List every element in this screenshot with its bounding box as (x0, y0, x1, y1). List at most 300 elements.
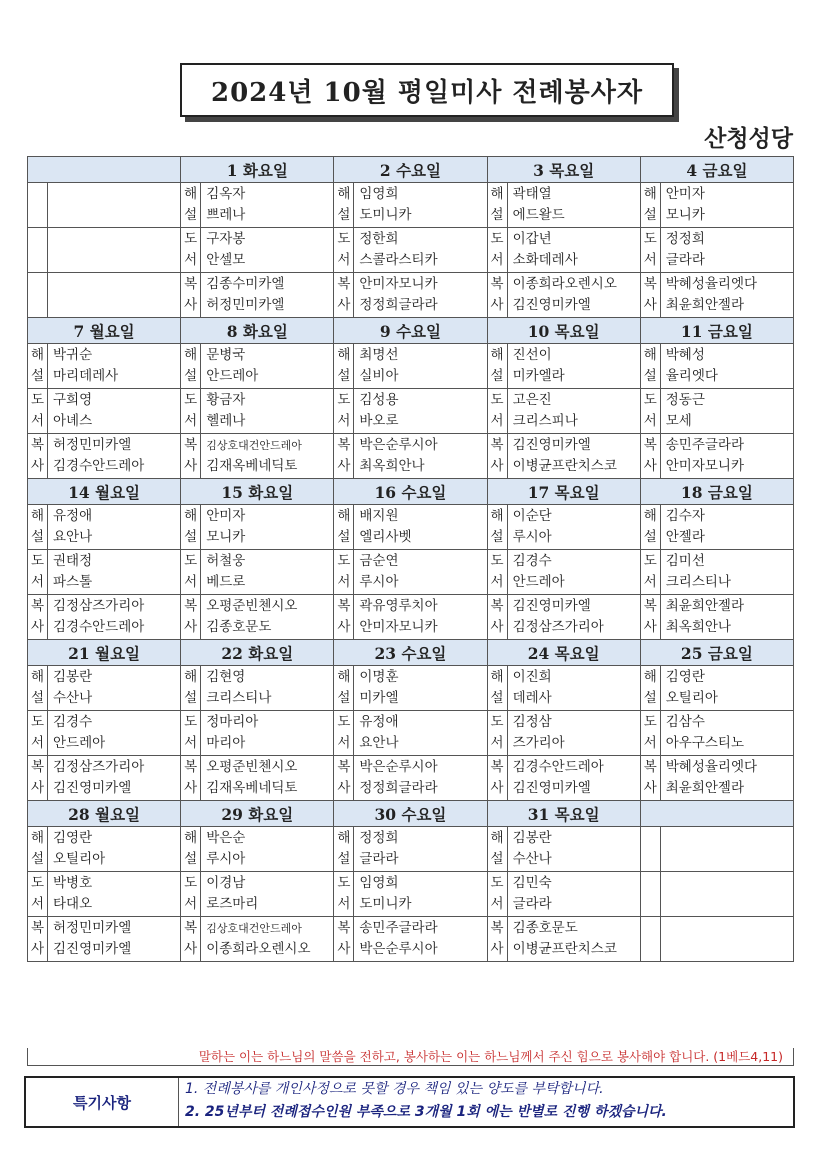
assignee-name: 베드로 (206, 574, 246, 590)
role-char: 설 (337, 690, 351, 706)
assignee-name: 이순단 (512, 508, 552, 524)
role-char: 해 (184, 347, 198, 363)
assignee-name: 타대오 (53, 896, 93, 912)
notes-body (179, 1078, 793, 1126)
role-char: 복 (337, 759, 351, 775)
role-char: 설 (643, 690, 657, 706)
assignee-name: 최옥희안나 (359, 458, 425, 474)
role-char: 도 (643, 392, 657, 408)
assignee-name: 루시아 (206, 851, 246, 867)
role-char: 복 (184, 276, 198, 292)
role-char: 복 (184, 598, 198, 614)
assignee-name: 김경수안드레아 (53, 458, 145, 474)
role-label (28, 827, 48, 872)
role-char: 복 (337, 276, 351, 292)
role-char: 설 (643, 207, 657, 223)
assignee-cell (660, 917, 793, 962)
role-char: 사 (490, 458, 504, 474)
assignee-cell (507, 550, 640, 595)
role-char: 해 (337, 347, 351, 363)
assignee-name: 오평준빈첸시오 (206, 598, 298, 614)
parish-name: 산청성당 (704, 125, 793, 152)
assignee-cell (48, 434, 181, 479)
week-header-row (28, 640, 794, 666)
assignee-cell (201, 183, 334, 228)
assignee-cell (201, 273, 334, 318)
role-char: 복 (643, 437, 657, 453)
role-char: 서 (643, 252, 657, 268)
assignee-name: 정정희 (359, 830, 399, 846)
assignee-cell (201, 711, 334, 756)
assignee-name: 글라라 (665, 252, 705, 268)
role-char: 설 (490, 529, 504, 545)
role-char: 서 (30, 896, 45, 912)
role-char: 설 (490, 207, 504, 223)
assignee-name: 안미자모니카 (359, 276, 438, 292)
assignee-name: 안드레아 (512, 574, 565, 590)
assignee-name: 크리스티나 (665, 574, 731, 590)
role-label (181, 872, 201, 917)
day-header: 25 금요일 (640, 640, 793, 666)
assignee-cell (354, 434, 487, 479)
role-char: 서 (490, 896, 504, 912)
assignee-name: 김경수안드레아 (53, 619, 145, 635)
role-label (181, 344, 201, 389)
role-label (487, 505, 507, 550)
assignee-name: 김정삼즈가리아 (512, 619, 604, 635)
role-label (640, 505, 660, 550)
role-char: 복 (30, 759, 45, 775)
assignee-name: 요안나 (53, 529, 93, 545)
day-header: 4 금요일 (640, 157, 793, 183)
assignee-name: 크리스피나 (512, 413, 578, 429)
assignee-name: 이갑년 (512, 231, 552, 247)
assignee-name: 박은순 (206, 830, 246, 846)
role-char: 사 (490, 780, 504, 796)
day-header: 29 화요일 (181, 801, 334, 827)
role-char: 서 (184, 574, 198, 590)
role-char: 복 (490, 759, 504, 775)
assignee-cell (201, 434, 334, 479)
role-char: 복 (30, 437, 45, 453)
assignee-cell (48, 183, 181, 228)
assignee-name: 김상호대건안드레아 (206, 439, 302, 452)
assignee-cell (354, 228, 487, 273)
assignee-name: 바오로 (359, 413, 399, 429)
role-label (640, 756, 660, 801)
assignee-cell (660, 228, 793, 273)
day-header: 3 목요일 (487, 157, 640, 183)
role-label (28, 756, 48, 801)
role-label (640, 183, 660, 228)
assignee-name: 박혜성율리엣다 (665, 276, 758, 292)
role-char: 서 (643, 735, 657, 751)
assignee-cell (201, 917, 334, 962)
role-label (28, 872, 48, 917)
day-header: 30 수요일 (334, 801, 487, 827)
assignee-cell (48, 505, 181, 550)
role-char: 도 (337, 553, 351, 569)
role-label (640, 273, 660, 318)
role-label (28, 711, 48, 756)
role-char: 해 (337, 186, 351, 202)
role-char: 도 (30, 553, 45, 569)
role-char: 사 (337, 780, 351, 796)
role-char: 복 (184, 920, 198, 936)
role-label (640, 666, 660, 711)
role-char: 사 (337, 941, 351, 957)
role-label (487, 711, 507, 756)
role-char: 서 (30, 735, 45, 751)
assignee-cell (354, 344, 487, 389)
assignee-cell (48, 273, 181, 318)
assignee-name: 쁘레나 (206, 207, 246, 223)
assignee-name: 헬레나 (206, 413, 246, 429)
role-char: 설 (643, 368, 657, 384)
assignee-name: 김종호문도 (206, 619, 272, 635)
assignee-cell (48, 344, 181, 389)
role-row-lector (28, 550, 794, 595)
role-char: 설 (30, 690, 45, 706)
assignee-cell (201, 872, 334, 917)
assignee-name: 미카엘라 (512, 368, 565, 384)
role-label (181, 505, 201, 550)
role-label (640, 434, 660, 479)
role-label (28, 273, 48, 318)
role-char: 사 (643, 780, 657, 796)
day-header: 18 금요일 (640, 479, 793, 505)
role-char: 복 (643, 598, 657, 614)
role-char: 서 (337, 574, 351, 590)
role-char: 해 (184, 830, 198, 846)
role-char: 해 (643, 347, 657, 363)
week-header-row (28, 801, 794, 827)
assignee-name: 오틸리아 (665, 690, 718, 706)
assignee-name: 마리아 (206, 735, 246, 751)
role-char: 사 (184, 458, 198, 474)
role-char: 도 (643, 553, 657, 569)
day-header: 28 월요일 (28, 801, 181, 827)
role-label (334, 666, 354, 711)
assignee-name: 파스톨 (53, 574, 93, 590)
role-label (487, 389, 507, 434)
day-header: 24 목요일 (487, 640, 640, 666)
assignee-cell (201, 344, 334, 389)
assignee-cell (507, 595, 640, 640)
role-row-commentary (28, 344, 794, 389)
role-char: 사 (30, 619, 45, 635)
assignee-name: 박귀순 (53, 347, 93, 363)
role-char: 해 (490, 830, 504, 846)
assignee-name: 소화데레사 (512, 252, 578, 268)
role-char: 해 (337, 830, 351, 846)
role-label (334, 595, 354, 640)
role-row-server (28, 595, 794, 640)
role-label (181, 917, 201, 962)
assignee-name: 임영희 (359, 186, 399, 202)
role-char: 도 (30, 392, 45, 408)
assignee-name: 마리데레사 (53, 368, 119, 384)
role-label (640, 827, 660, 872)
role-label (487, 183, 507, 228)
assignee-name: 미카엘 (359, 690, 399, 706)
assignee-name: 박혜성율리엣다 (665, 759, 758, 775)
role-char: 사 (184, 941, 198, 957)
assignee-cell (48, 550, 181, 595)
role-label (181, 273, 201, 318)
assignee-cell (507, 228, 640, 273)
assignee-name: 송민주글라라 (359, 920, 438, 936)
role-char: 사 (30, 780, 45, 796)
role-char: 서 (337, 735, 351, 751)
role-char: 도 (184, 875, 198, 891)
assignee-cell (507, 827, 640, 872)
assignee-name: 권태정 (53, 553, 93, 569)
assignee-cell (507, 273, 640, 318)
assignee-cell (507, 344, 640, 389)
assignee-name: 에드왈드 (512, 207, 565, 223)
day-header (28, 157, 181, 183)
assignee-name: 최명선 (359, 347, 399, 363)
role-row-lector (28, 711, 794, 756)
role-label (487, 344, 507, 389)
assignee-name: 김영란 (665, 669, 705, 685)
notes-label: 특기사항 (26, 1078, 179, 1126)
assignee-cell (201, 389, 334, 434)
role-char: 설 (337, 207, 351, 223)
role-char: 해 (184, 186, 198, 202)
role-label (334, 756, 354, 801)
role-label (28, 666, 48, 711)
role-char: 도 (490, 553, 504, 569)
assignee-name: 안셀모 (206, 252, 246, 268)
role-char: 복 (30, 598, 45, 614)
role-char: 서 (184, 896, 198, 912)
role-char: 해 (643, 186, 657, 202)
role-char: 해 (490, 508, 504, 524)
role-char: 설 (337, 368, 351, 384)
assignee-cell (354, 550, 487, 595)
role-char: 서 (337, 896, 351, 912)
assignee-name: 김진영미카엘 (512, 598, 591, 614)
day-header: 8 화요일 (181, 318, 334, 344)
assignee-name: 황금자 (206, 392, 246, 408)
assignee-cell (201, 595, 334, 640)
role-char: 사 (490, 297, 504, 313)
assignee-cell (660, 711, 793, 756)
role-char: 설 (184, 529, 198, 545)
assignee-name: 오평준빈첸시오 (206, 759, 298, 775)
assignee-name: 김상호대건안드레아 (206, 922, 302, 935)
note-line-2: 2. 25년부터 전례접수인원 부족으로 3개월 1회 에는 반별로 진행 하겠습니다. (185, 1104, 667, 1120)
role-label (28, 228, 48, 273)
assignee-name: 이진희 (512, 669, 552, 685)
role-char: 도 (184, 553, 198, 569)
day-header: 2 수요일 (334, 157, 487, 183)
assignee-name: 배지원 (359, 508, 399, 524)
assignee-name: 정정희글라라 (359, 297, 438, 313)
role-char: 도 (30, 714, 45, 730)
assignee-name: 율리엣다 (665, 368, 718, 384)
role-char: 복 (643, 276, 657, 292)
role-label (487, 756, 507, 801)
role-char: 도 (490, 875, 504, 891)
role-char: 해 (490, 669, 504, 685)
assignee-name: 허철웅 (206, 553, 246, 569)
role-label (28, 183, 48, 228)
role-label (181, 183, 201, 228)
assignee-cell (507, 666, 640, 711)
assignee-name: 김경수 (53, 714, 93, 730)
assignee-name: 모니카 (665, 207, 705, 223)
assignee-name: 데레사 (512, 690, 552, 706)
assignee-cell (660, 872, 793, 917)
role-char: 서 (337, 413, 351, 429)
assignee-name: 글라라 (359, 851, 399, 867)
assignee-cell (354, 183, 487, 228)
assignee-name: 즈가리아 (512, 735, 565, 751)
role-char: 설 (184, 207, 198, 223)
day-header: 22 화요일 (181, 640, 334, 666)
role-label (487, 228, 507, 273)
assignee-name: 로즈마리 (206, 896, 259, 912)
assignee-name: 이병균프란치스코 (512, 458, 617, 474)
role-char: 해 (490, 186, 504, 202)
assignee-name: 실비아 (359, 368, 399, 384)
assignee-cell (507, 434, 640, 479)
role-char: 해 (30, 347, 45, 363)
assignee-name: 김경수안드레아 (512, 759, 604, 775)
assignee-name: 김정삼즈가리아 (53, 598, 145, 614)
role-label (28, 434, 48, 479)
role-char: 사 (337, 619, 351, 635)
role-label (181, 434, 201, 479)
assignee-name: 김민숙 (512, 875, 552, 891)
assignee-name: 곽유영루치아 (359, 598, 438, 614)
role-char: 서 (490, 735, 504, 751)
assignee-name: 정동근 (665, 392, 705, 408)
role-label (334, 344, 354, 389)
role-label (334, 183, 354, 228)
role-char: 해 (337, 669, 351, 685)
assignee-name: 안드레아 (53, 735, 106, 751)
assignee-name: 박은순루시아 (359, 759, 438, 775)
day-header: 15 화요일 (181, 479, 334, 505)
role-label (640, 228, 660, 273)
role-char: 설 (490, 851, 504, 867)
assignee-cell (507, 872, 640, 917)
assignee-name: 글라라 (512, 896, 552, 912)
role-char: 서 (30, 413, 45, 429)
assignee-name: 모세 (665, 413, 692, 429)
role-char: 복 (490, 598, 504, 614)
role-row-lector (28, 228, 794, 273)
role-label (334, 550, 354, 595)
role-label (28, 550, 48, 595)
day-header (640, 801, 793, 827)
role-char: 도 (184, 714, 198, 730)
role-char: 서 (184, 413, 198, 429)
role-label (181, 595, 201, 640)
assignee-cell (507, 505, 640, 550)
role-char: 해 (490, 347, 504, 363)
assignee-cell (201, 228, 334, 273)
role-char: 해 (30, 508, 45, 524)
assignee-cell (48, 872, 181, 917)
role-row-lector (28, 389, 794, 434)
role-char: 서 (184, 252, 198, 268)
role-label (640, 550, 660, 595)
role-char: 설 (337, 851, 351, 867)
assignee-cell (354, 711, 487, 756)
role-char: 도 (643, 231, 657, 247)
role-char: 설 (490, 690, 504, 706)
assignee-name: 김경수 (512, 553, 552, 569)
role-label (334, 505, 354, 550)
role-char: 서 (337, 252, 351, 268)
assignee-name: 김미선 (665, 553, 705, 569)
role-label (181, 756, 201, 801)
role-row-lector (28, 872, 794, 917)
role-label (334, 711, 354, 756)
role-char: 해 (337, 508, 351, 524)
role-char: 설 (30, 851, 45, 867)
assignee-name: 김삼수 (665, 714, 705, 730)
role-label (640, 595, 660, 640)
role-label (640, 344, 660, 389)
role-label (181, 550, 201, 595)
role-char: 사 (184, 780, 198, 796)
assignee-name: 금순연 (359, 553, 399, 569)
assignee-name: 김재옥베네딕토 (206, 780, 298, 796)
role-label (28, 917, 48, 962)
notes-box (24, 1076, 795, 1128)
assignee-name: 오틸리아 (53, 851, 106, 867)
role-label (487, 917, 507, 962)
role-label (640, 711, 660, 756)
role-char: 설 (184, 690, 198, 706)
role-char: 사 (490, 619, 504, 635)
scripture-quote: 말하는 이는 하느님의 말씀을 전하고, 봉사하는 이는 하느님께서 주신 힘으로 봉사해야 합니다. (1베드4,11) (27, 1048, 794, 1066)
role-label (640, 917, 660, 962)
day-header: 11 금요일 (640, 318, 793, 344)
role-char: 사 (490, 941, 504, 957)
assignee-name: 모니카 (206, 529, 246, 545)
assignee-name: 김재옥베네딕토 (206, 458, 298, 474)
role-char: 해 (184, 669, 198, 685)
assignee-name: 수산나 (512, 851, 552, 867)
role-char: 사 (337, 297, 351, 313)
role-row-server (28, 273, 794, 318)
role-label (181, 666, 201, 711)
assignee-name: 정정희글라라 (359, 780, 438, 796)
day-header: 10 목요일 (487, 318, 640, 344)
assignee-name: 김수자 (665, 508, 705, 524)
role-char: 복 (337, 598, 351, 614)
assignee-name: 김성용 (359, 392, 399, 408)
role-char: 설 (490, 368, 504, 384)
role-row-commentary (28, 666, 794, 711)
day-header: 21 월요일 (28, 640, 181, 666)
assignee-name: 김종호문도 (512, 920, 578, 936)
role-char: 해 (643, 508, 657, 524)
role-char: 사 (184, 297, 198, 313)
role-char: 도 (643, 714, 657, 730)
role-char: 복 (337, 437, 351, 453)
role-label (487, 550, 507, 595)
assignee-name: 안미자모니카 (665, 458, 744, 474)
assignee-name: 곽태열 (512, 186, 552, 202)
